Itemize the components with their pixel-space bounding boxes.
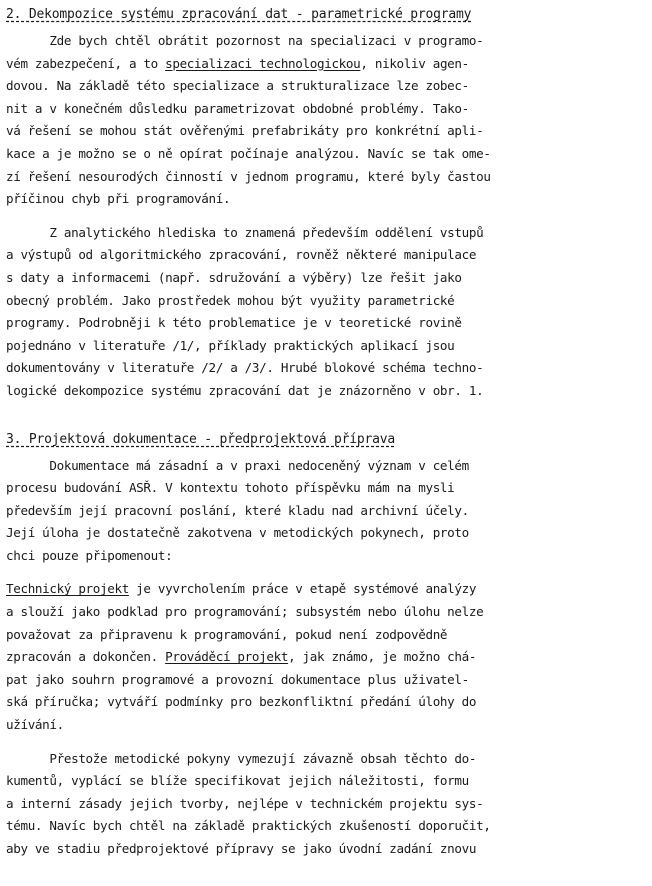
text-line: vá řešení se mohou stát ověřenými prefabrikáty pro konkrétní apli- [6, 123, 484, 139]
text-line: Dokumentace má zásadní a v praxi nedoceněný význam v celém [6, 457, 469, 473]
text-line: kumentů, vyplácí se blíže specifikovat jejich náležitosti, formu [6, 773, 469, 789]
text-line: a slouží jako podklad pro programování; subsystém nebo úlohu nelze [6, 604, 484, 620]
text-segment: zpracován a dokončen. [6, 649, 166, 665]
spacer [6, 403, 634, 429]
section-3-paragraph-1 [6, 455, 634, 568]
text-line: zí řešení nesourodých činností v jednom programu, které byly častou [6, 168, 491, 184]
text-line: logické dekompozice systému zpracování dat je znázorněno v obr. 1. [6, 382, 484, 398]
spacer [6, 211, 634, 222]
text-line: a výstupů od algoritmického zpracování, rovněž některé manipulace [6, 247, 477, 263]
text-line: Z analytického hlediska to znamená především oddělení vstupů [6, 224, 484, 240]
section-2-paragraph-1 [6, 30, 634, 211]
text-line: především její pracovní poslání, které kladu nad archivní účely. [6, 502, 469, 518]
text-line: považovat za připravenu k programování, pokud není zodpovědně [6, 626, 448, 642]
text-line [6, 646, 634, 669]
text-line: procesu budování ASŘ. V kontextu tohoto příspěvku mám na mysli [6, 480, 455, 496]
text-line: Přestože metodické pokyny vymezují závazně obsah těchto do- [6, 750, 477, 766]
section-2-heading: 2. Dekompozice systému zpracování dat - parametrické programy [6, 7, 472, 22]
text-line: aby ve stadiu předprojektové přípravy se jako úvodní zadání znovu [6, 841, 477, 856]
section-3-paragraph-2 [6, 578, 634, 736]
spacer [6, 567, 634, 578]
text-line: dokumentovány v literatuře /2/ a /3/. Hrubé blokové schéma techno- [6, 360, 484, 376]
text-line: příčinou chyb při programování. [6, 191, 231, 207]
text-line: dovou. Na základě této specializace a strukturalizace lze zobec- [6, 78, 469, 94]
text-line: programy. Podrobněji k této problematice je v teoretické rovině [6, 315, 462, 331]
text-line: pat jako souhrn programové a provozní dokumentace plus uživatel- [6, 671, 469, 687]
text-line: a interní zásady jejich tvorby, nejlépe v technickém projektu sys- [6, 795, 484, 811]
text-line: obecný problém. Jako prostředek mohou být využity parametrické [6, 292, 455, 308]
underlined-term: specializaci technologickou [165, 55, 361, 71]
text-line: s daty a informacemi (např. sdružování a výběry) lze řešit jako [6, 269, 462, 285]
text-segment: vém zabezpečení, a to [6, 55, 166, 71]
text-line: pojednáno v literatuře /1/, příklady praktických aplikací jsou [6, 337, 455, 353]
text-segment: , jak známo, je možno chá- [288, 649, 477, 665]
text-line: tému. Navíc bych chtěl na základě praktických zkušeností doporučit, [6, 818, 491, 834]
underlined-term: Prováděcí projekt [165, 649, 289, 665]
text-segment: je vyvrcholením práce v etapě systémové analýzy [128, 581, 477, 597]
text-line: chci pouze připomenout: [6, 547, 173, 563]
text-line: ská příručka; vytváří podmínky pro bezkonfliktní předání úlohy do [6, 694, 477, 710]
text-segment: , nikoliv agen- [360, 55, 469, 71]
spacer [6, 737, 634, 748]
text-line: Zde bych chtěl obrátit pozornost na specializaci v programo- [6, 33, 484, 48]
text-line: Její úloha je dostatečně zakotvena v metodických pokynech, proto [6, 525, 469, 541]
text-line: nit a v konečném důsledku parametrizovat obdobné problémy. Tako- [6, 100, 469, 116]
section-3-heading: 3. Projektová dokumentace - předprojektová příprava [6, 431, 395, 447]
text-line: kace a je možno se o ně opírat počínaje analýzou. Navíc se tak ome- [6, 145, 491, 161]
section-2-paragraph-2 [6, 222, 634, 403]
text-line [6, 578, 634, 601]
text-line: užívání. [6, 717, 64, 733]
underlined-term: Technický projekt [6, 581, 129, 597]
text-line [6, 53, 634, 76]
section-3-paragraph-3 [6, 748, 634, 861]
